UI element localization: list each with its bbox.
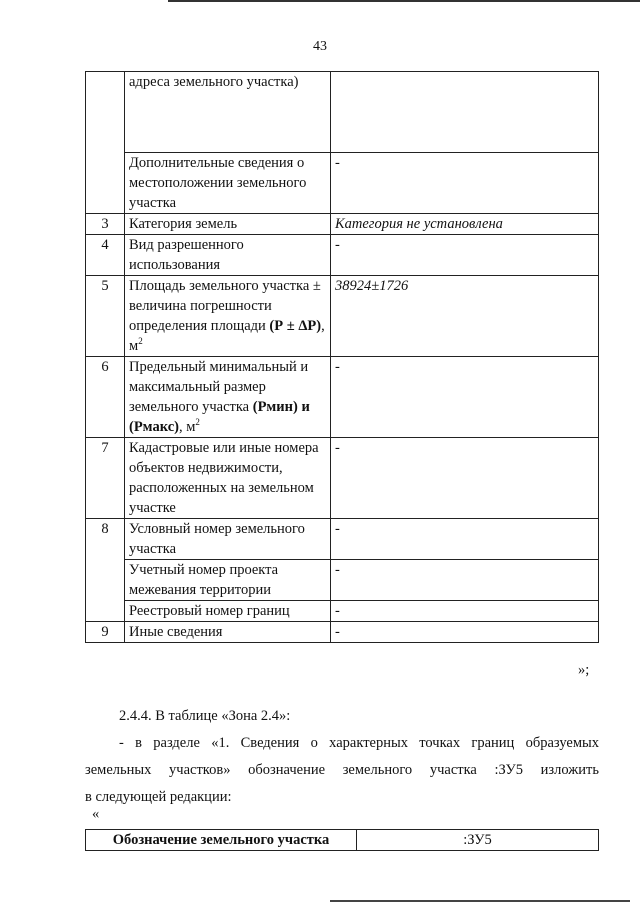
- unit-exponent: 2: [138, 336, 143, 347]
- row-value: -: [331, 560, 599, 601]
- row-number: 3: [86, 214, 125, 235]
- row-number: 4: [86, 235, 125, 276]
- table-row: [86, 438, 599, 519]
- row-label: [125, 276, 331, 357]
- row-label: Кадастровые или иные номера объектов недвижимости, расположенных на земельном участке: [125, 438, 331, 519]
- row-value: -: [331, 153, 599, 214]
- opening-quote: «: [92, 806, 100, 822]
- row-value: [331, 72, 599, 153]
- row-value: -: [331, 601, 599, 622]
- row-value: -: [331, 235, 599, 276]
- closing-quote: »;: [578, 662, 590, 678]
- paragraph-line: в следующей редакции:: [85, 789, 232, 805]
- row-label: Реестровый номер границ: [125, 601, 331, 622]
- row-value: -: [331, 519, 599, 560]
- table-row: [86, 601, 599, 622]
- label-unit: , м: [129, 318, 325, 354]
- table-row: [86, 72, 599, 153]
- bottom-edge-line: [330, 900, 630, 902]
- paragraph-line: земельных участков» обозначение земельного участка :ЗУ5 изложить: [85, 762, 599, 778]
- table-row: [86, 153, 599, 214]
- row-label: Иные сведения: [125, 622, 331, 643]
- table-row: [86, 276, 599, 357]
- top-edge-line: [168, 0, 640, 2]
- row-number: 8: [86, 519, 125, 622]
- row-value: -: [331, 622, 599, 643]
- table-row: [86, 622, 599, 643]
- land-plot-info-table: [85, 71, 599, 643]
- page-number: 43: [313, 39, 327, 54]
- paragraph-item-2-4-4: 2.4.4. В таблице «Зона 2.4»:: [119, 708, 291, 724]
- land-plot-designation-table: [85, 829, 599, 851]
- row-value: -: [331, 357, 599, 438]
- designation-header: Обозначение земельного участка: [86, 830, 357, 851]
- label-formula: (Рмин) и (Рмакс): [129, 399, 310, 435]
- table-row: [86, 830, 599, 851]
- row-label: Дополнительные сведения о местоположении земельного участка: [125, 153, 331, 214]
- label-formula: (Р ± ΔР): [269, 318, 322, 334]
- row-label: Учетный номер проекта межевания территории: [125, 560, 331, 601]
- row-number: 6: [86, 357, 125, 438]
- paragraph-line: - в разделе «1. Сведения о характерных точках границ образуемых: [119, 735, 599, 751]
- row-number: 5: [86, 276, 125, 357]
- label-text: Предельный минимальный и максимальный размер земельного участка: [129, 359, 309, 415]
- row-value: 38924±1726: [331, 276, 599, 357]
- row-label: Категория земель: [125, 214, 331, 235]
- row-label: Условный номер земельного участка: [125, 519, 331, 560]
- table-row: [86, 357, 599, 438]
- row-label: Вид разрешенного использования: [125, 235, 331, 276]
- row-number: 9: [86, 622, 125, 643]
- row-number: 7: [86, 438, 125, 519]
- designation-value: :ЗУ5: [357, 830, 599, 851]
- row-label: адреса земельного участка): [125, 72, 331, 153]
- unit-exponent: 2: [195, 417, 200, 428]
- table-row: [86, 214, 599, 235]
- table-row: [86, 560, 599, 601]
- row-value: Категория не установлена: [331, 214, 599, 235]
- row-number: [86, 72, 125, 214]
- label-unit: , м: [178, 419, 196, 435]
- label-text: Площадь земельного участка ± величина погрешности определения площади: [129, 278, 321, 334]
- row-value: -: [331, 438, 599, 519]
- table-row: [86, 519, 599, 560]
- row-label: [125, 357, 331, 438]
- table-row: [86, 235, 599, 276]
